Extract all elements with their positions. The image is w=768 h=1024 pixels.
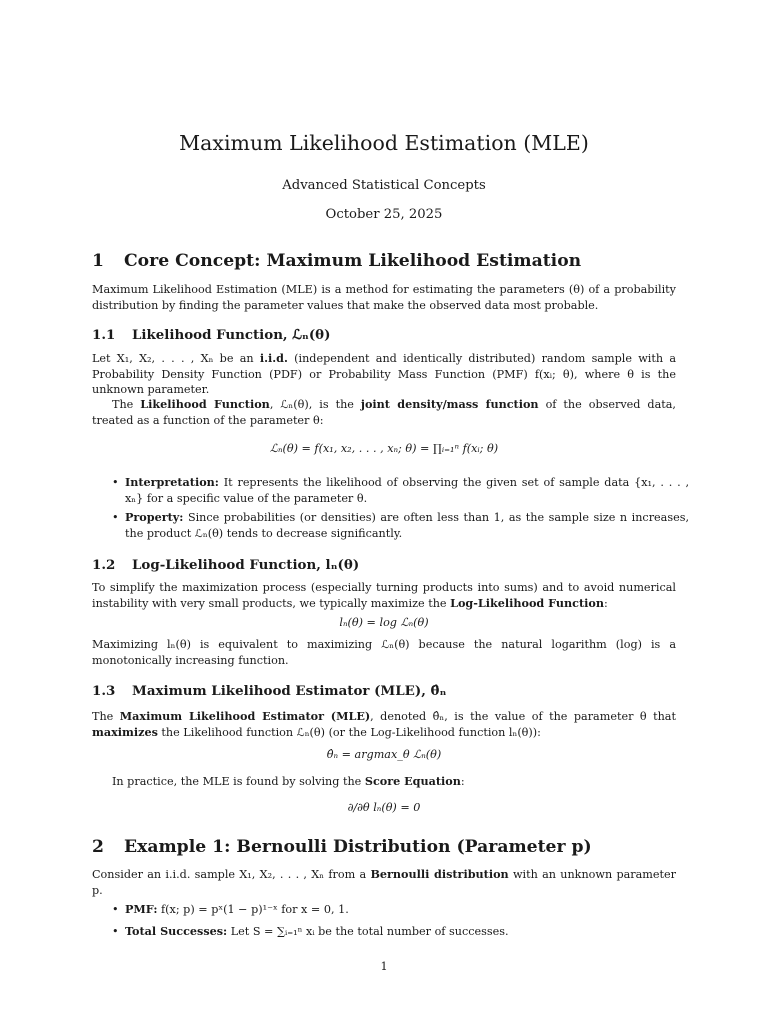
- equation-score: ∂/∂θ lₙ(θ) = 0: [347, 801, 421, 814]
- text-run: Let X₁, X₂, . . . , Xₙ be an: [92, 352, 260, 365]
- text-run: :: [603, 596, 608, 610]
- section-title: Example 1: Bernoulli Distribution (Parameter p): [124, 837, 592, 857]
- paper-subtitle: Advanced Statistical Concepts: [282, 178, 486, 193]
- paragraph: [92, 397, 676, 428]
- subsection-number: 1.1: [92, 327, 116, 343]
- paper-date: October 25, 2025: [325, 207, 443, 222]
- bold-term: Log-Likelihood Function: [450, 595, 604, 610]
- equation-likelihood: ℒₙ(θ) = f(x₁, x₂, . . . , xₙ; θ) = ∏ᵢ₌₁ⁿ f(xᵢ; θ): [269, 442, 499, 455]
- equation-log-likelihood: lₙ(θ) = log ℒₙ(θ): [339, 616, 429, 629]
- text-run: To simplify the maximization process (especially turning products into sums) and to avoid numerical instability with very small products, we typically maximize the: [92, 581, 676, 610]
- text-run: The: [92, 710, 120, 723]
- bullet-text: Since probabilities (or densities) are often less than 1, as the sample size n increases, the product ℒₙ(θ) tends to decrease significantly.: [125, 511, 689, 540]
- paper-title: Maximum Likelihood Estimation (MLE): [179, 131, 589, 155]
- text-run: the Likelihood function ℒₙ(θ) (or the Log-Likelihood function lₙ(θ)):: [157, 725, 541, 739]
- paragraph: [92, 774, 676, 790]
- bold-term: Likelihood Function: [140, 397, 270, 411]
- bullet-label: Total Successes:: [125, 924, 228, 938]
- text-run: In practice, the MLE is found by solving the: [112, 775, 365, 788]
- text-run: (independent and identically distributed) random sample with a Probability Density Function (PDF) or Probability Mass Function (PMF) f(xᵢ; θ), where θ is the unknown parameter.: [92, 352, 676, 396]
- bullet-text: It represents the likelihood of observing the given set of sample data {x₁, . . . , xₙ} for a specific value of the parameter θ.: [125, 476, 689, 505]
- subsection-number: 1.3: [92, 683, 116, 699]
- section-title: Core Concept: Maximum Likelihood Estimation: [124, 251, 582, 271]
- bullet-label: Interpretation:: [125, 475, 219, 489]
- bullet-text: f(x; p) = pˣ(1 − p)¹⁻ˣ for x = 0, 1.: [157, 903, 349, 916]
- bold-term: Score Equation: [364, 774, 461, 788]
- bullet-icon: •: [112, 511, 119, 524]
- text-run: :: [460, 775, 465, 788]
- bold-term: Maximum Likelihood Estimator (MLE): [119, 709, 371, 723]
- text-run: , ℒₙ(θ), is the: [269, 398, 361, 411]
- list-item: [112, 924, 689, 940]
- section-2-heading: [92, 836, 676, 858]
- text-run: , denoted θ̂ₙ, is the value of the parameter θ that: [370, 710, 676, 723]
- bold-term: Bernoulli distribution: [370, 867, 509, 881]
- paragraph: Maximizing lₙ(θ) is equivalent to maximizing ℒₙ(θ) because the natural logarithm (log) is a monotonically increasing function.: [92, 638, 676, 667]
- section-number: 2: [92, 837, 104, 857]
- subsection-title: Log-Likelihood Function, lₙ(θ): [132, 557, 360, 573]
- text-run: of the observed data, treated as a function of the parameter θ:: [92, 398, 676, 427]
- bold-term: maximizes: [92, 724, 158, 739]
- paragraph: [92, 867, 676, 898]
- equation-argmax: θ̂ₙ = argmax_θ ℒₙ(θ): [326, 748, 442, 761]
- subsection-title: Maximum Likelihood Estimator (MLE), θ̂ₙ: [132, 683, 447, 699]
- text-run: Consider an i.i.d. sample X₁, X₂, . . . , Xₙ from a: [92, 868, 371, 881]
- bullet-label: Property:: [125, 510, 184, 524]
- bold-term: i.i.d.: [259, 351, 288, 365]
- list-item: [112, 510, 689, 541]
- subsection-title: Likelihood Function, ℒₙ(θ): [132, 327, 331, 343]
- list-item: [112, 902, 689, 918]
- subsection-1-1-heading: [92, 326, 676, 344]
- bullet-icon: •: [112, 476, 119, 489]
- text-run: The: [112, 398, 141, 411]
- bold-term: joint density/mass function: [360, 397, 539, 411]
- bullet-label: PMF:: [125, 902, 158, 916]
- bullet-icon: •: [112, 925, 119, 938]
- section-number: 1: [92, 251, 104, 271]
- text-run: with an unknown parameter p.: [92, 868, 676, 897]
- subsection-number: 1.2: [92, 557, 116, 573]
- bullet-text: Let S = ∑ᵢ₌₁ⁿ xᵢ be the total number of successes.: [227, 925, 509, 938]
- page-number: 1: [380, 960, 388, 973]
- subsection-1-2-heading: [92, 556, 676, 574]
- list-item: [112, 475, 689, 506]
- paragraph: [92, 580, 676, 611]
- section-1-heading: [92, 250, 676, 272]
- paragraph: [92, 351, 676, 398]
- paragraph: [92, 709, 676, 740]
- bullet-icon: •: [112, 903, 119, 916]
- subsection-1-3-heading: [92, 682, 676, 700]
- section-1-intro: Maximum Likelihood Estimation (MLE) is a method for estimating the parameters (θ) of a probability distribution by finding the parameter values that make the observed data most probable.: [92, 283, 676, 312]
